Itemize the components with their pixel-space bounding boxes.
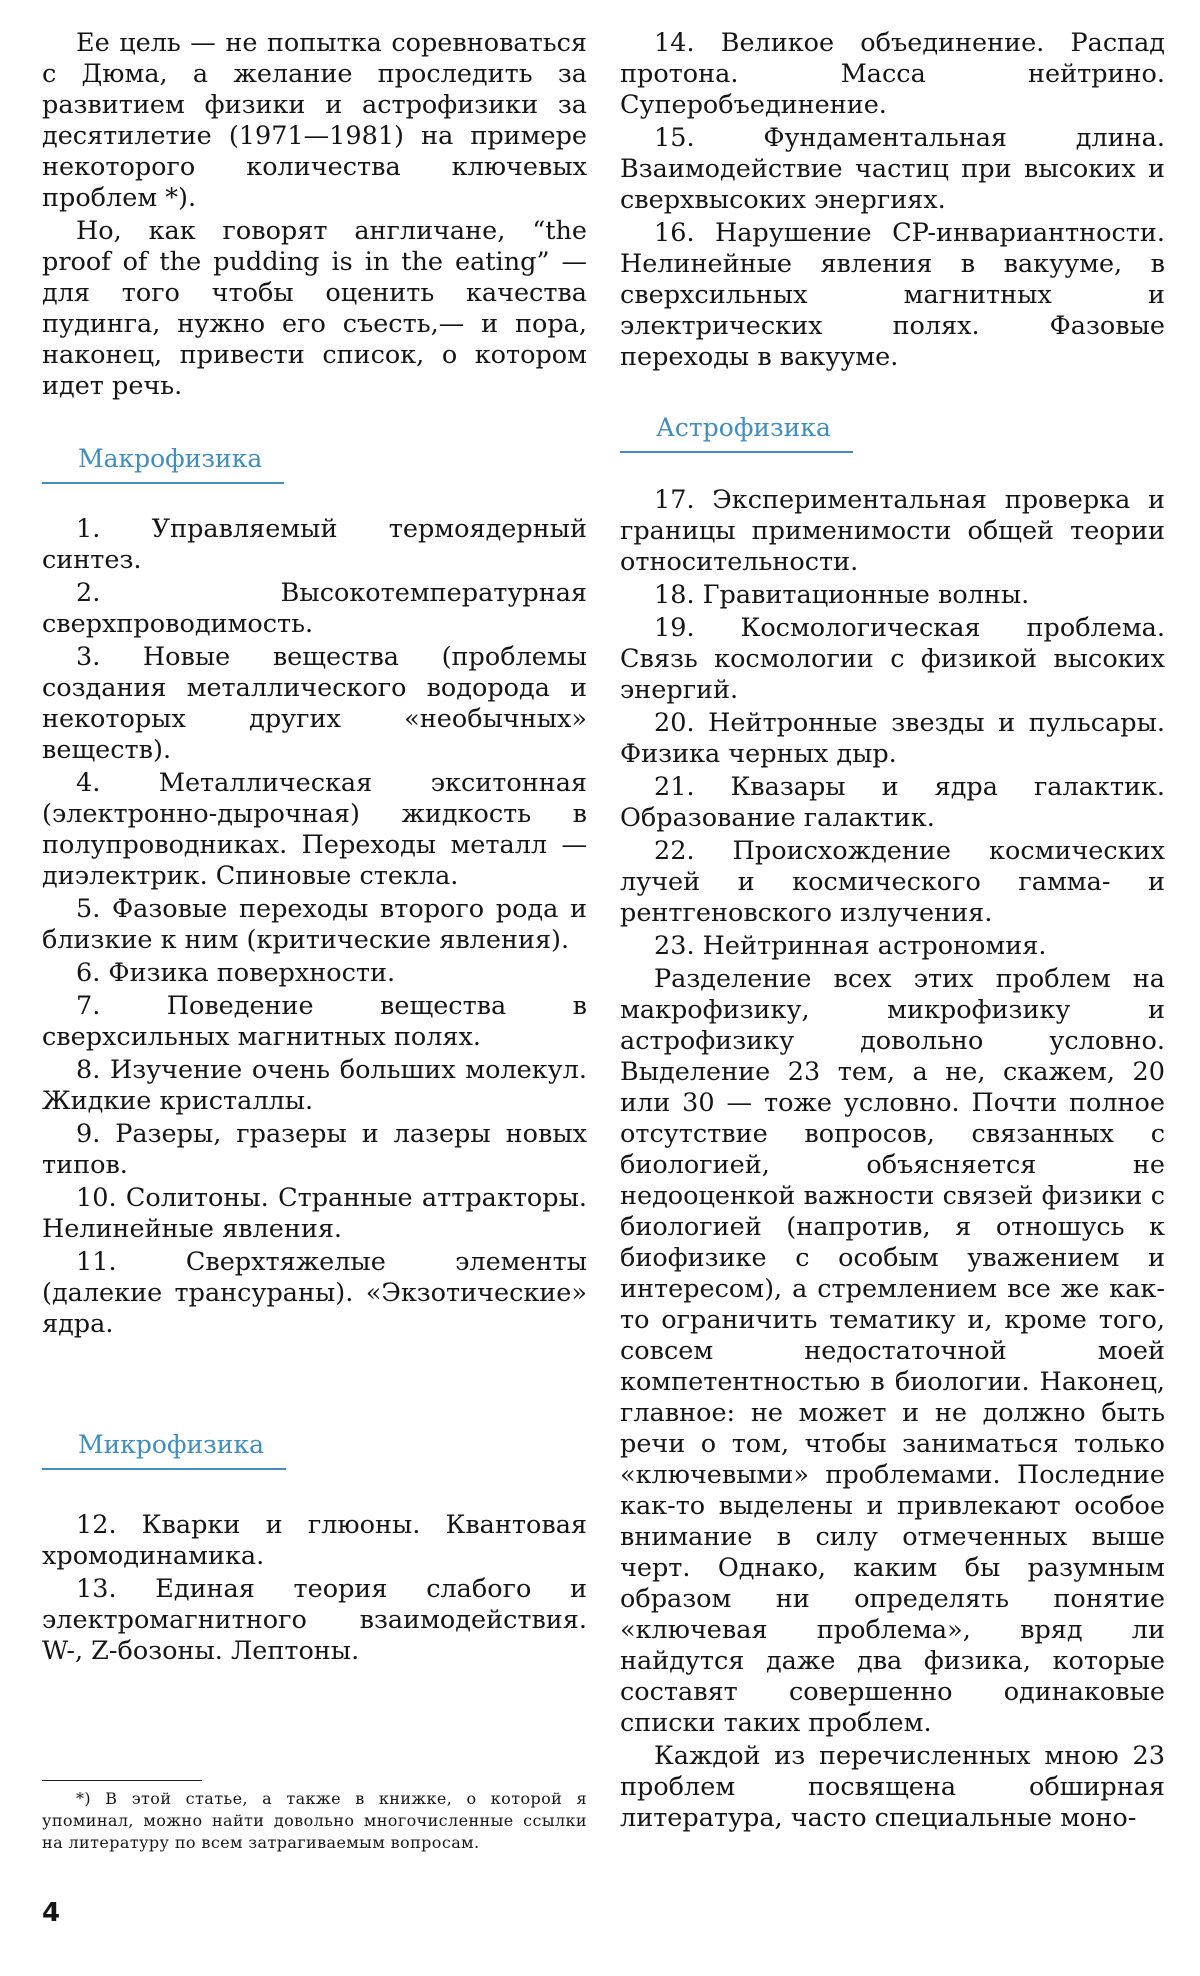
micro-heading-wrap xyxy=(78,1430,587,1470)
intro-paragraph: Но, как говорят англичане, “the proof of the pudding is in the eating” — для того чтобы оценить качества пудинга, нужно его съесть,— и пора, наконец, привести список, о котором идет речь. xyxy=(42,216,587,401)
list-item: 8. Изучение очень больших молекул. Жидкие кристаллы. xyxy=(42,1055,587,1116)
list-item: 22. Происхождение космических лучей и космического гамма- и рентгеновского излучения. xyxy=(620,836,1165,928)
footnote: *) В этой статье, а также в книжке, о которой я упоминал, можно найти довольно многочисленные ссылки на литературу по всем затрагиваемым вопросам. xyxy=(42,1789,587,1852)
list-item: 19. Космологическая проблема. Связь космологии с физикой высоких энергий. xyxy=(620,613,1165,705)
left-column xyxy=(42,28,587,1669)
list-item: 13. Единая теория слабого и электромагнитного взаимодействия. W-, Z-бозоны. Лептоны. xyxy=(42,1574,587,1666)
list-item: 6. Физика поверхности. xyxy=(76,958,396,988)
list-item: 17. Экспериментальная проверка и границы применимости общей теории относительности. xyxy=(620,485,1165,577)
intro-paragraph: Ее цель — не попытка соревноваться с Дюма, а желание проследить за развитием физики и астрофизики за десятилетие (1971—1981) на примере некоторого количества ключевых проблем *). xyxy=(42,28,587,213)
list-item: 3. Новые вещества (проблемы создания металлического водорода и некоторых других «необычных» веществ). xyxy=(42,642,587,765)
section-heading-microphysics: Микрофизика xyxy=(42,1430,286,1470)
list-item: 10. Солитоны. Странные аттракторы. Нелинейные явления. xyxy=(42,1183,587,1244)
list-item: 14. Великое объединение. Распад протона. Масса нейтрино. Суперобъединение. xyxy=(620,28,1165,120)
list-item: 9. Разеры, гразеры и лазеры новых типов. xyxy=(42,1119,587,1180)
footnote-divider xyxy=(42,1780,202,1781)
list-item: 2. Высокотемпературная сверхпроводимость. xyxy=(42,578,587,639)
list-item: 21. Квазары и ядра галактик. Образование галактик. xyxy=(620,772,1165,833)
page-number: 4 xyxy=(42,1898,61,1928)
list-item: 5. Фазовые переходы второго рода и близкие к ним (критические явления). xyxy=(42,894,587,955)
body-paragraph: Каждой из перечисленных мною 23 проблем посвящена обширная литература, часто специальные моно- xyxy=(620,1741,1165,1833)
right-column xyxy=(620,28,1165,1834)
list-item: 15. Фундаментальная длина. Взаимодействие частиц при высоких и сверхвысоких энергиях. xyxy=(620,123,1165,215)
list-item: 11. Сверхтяжелые элементы (далекие трансураны). «Экзотические» ядра. xyxy=(42,1247,587,1339)
macro-heading-wrap xyxy=(78,444,587,484)
astro-heading-wrap xyxy=(656,413,1165,453)
list-item: 12. Кварки и глюоны. Квантовая хромодинамика. xyxy=(42,1510,587,1571)
list-item: 7. Поведение вещества в сверхсильных магнитных полях. xyxy=(42,991,587,1052)
list-item: 18. Гравитационные волны. xyxy=(654,580,1030,610)
list-item: 23. Нейтринная астрономия. xyxy=(654,931,1047,961)
section-heading-astrophysics: Астрофизика xyxy=(620,413,853,453)
body-paragraph: Разделение всех этих проблем на макрофизику, микрофизику и астрофизику довольно условно. Выделение 23 тем, а не, скажем, 20 или 30 — тоже условно. Почти полное отсутствие вопросов, связанных с биологией, объясняется не недооценкой важности связей физики с биологией (напротив, я отношусь к биофизике с особым уважением и интересом), а стремлением все же как-то ограничить тематику и, кроме того, совсем недостаточной моей компетентностью в биологии. Наконец, главное: не может и не должно быть речи о том, чтобы заниматься только «ключевыми» проблемами. Последние как-то выделены и привлекают особое внимание в силу отмеченных выше черт. Однако, каким бы разумным образом ни определять понятие «ключевая проблема», вряд ли найдутся даже два физика, которые составят совершенно одинаковые списки таких проблем. xyxy=(620,964,1165,1738)
section-heading-macrophysics: Макрофизика xyxy=(42,444,284,484)
list-item: 20. Нейтронные звезды и пульсары. Физика черных дыр. xyxy=(620,708,1165,769)
list-item: 16. Нарушение CP-инвариантности. Нелинейные явления в вакууме, в сверхсильных магнитных и электрических полях. Фазовые переходы в вакууме. xyxy=(620,218,1165,372)
list-item: 1. Управляемый термоядерный синтез. xyxy=(42,514,587,575)
list-item: 4. Металлическая экситонная (электронно-дырочная) жидкость в полупроводниках. Переходы металл — диэлектрик. Спиновые стекла. xyxy=(42,768,587,891)
